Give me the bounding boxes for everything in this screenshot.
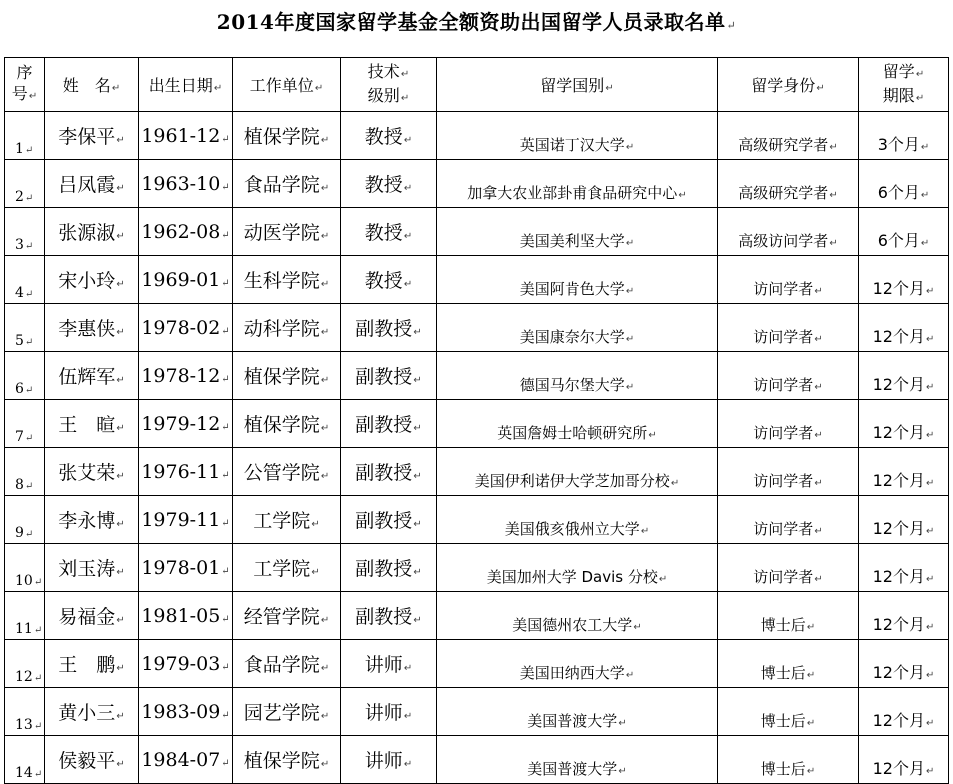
table-row [5,256,949,304]
cell-birth: 1969-01↵ [139,256,233,304]
header-status: 留学身份↵ [718,58,859,112]
cell-seq: 7↵ [5,400,45,448]
cell-birth: 1981-05↵ [139,592,233,640]
table-row [5,208,949,256]
header-destination: 留学国别↵ [437,58,718,112]
cell-seq: 9↵ [5,496,45,544]
cell-period: 12个月↵ [859,544,949,592]
cell-tech-level: 讲师↵ [341,688,437,736]
cell-tech-level: 教授↵ [341,208,437,256]
cell-period: 3个月↵ [859,112,949,160]
cell-name: 宋小玲↵ [45,256,139,304]
table-row [5,544,949,592]
table-header-row [5,58,949,112]
cell-tech-level: 讲师↵ [341,640,437,688]
cell-destination: 美国美利坚大学↵ [437,208,718,256]
cell-period: 12个月↵ [859,592,949,640]
paragraph-mark-icon: ↵ [726,19,737,32]
cell-birth: 1976-11↵ [139,448,233,496]
cell-name: 伍辉军↵ [45,352,139,400]
cell-unit: 工学院↵ [233,496,341,544]
page-title-text: 2014年度国家留学基金全额资助出国留学人员录取名单 [216,10,726,34]
cell-birth: 1978-12↵ [139,352,233,400]
cell-destination: 美国普渡大学↵ [437,736,718,784]
table-row [5,736,949,784]
cell-unit: 食品学院↵ [233,160,341,208]
cell-destination: 美国普渡大学↵ [437,688,718,736]
cell-status: 访问学者↵ [718,304,859,352]
cell-unit: 动医学院↵ [233,208,341,256]
cell-birth: 1963-10↵ [139,160,233,208]
cell-period: 6个月↵ [859,208,949,256]
cell-status: 访问学者↵ [718,352,859,400]
cell-tech-level: 讲师↵ [341,736,437,784]
cell-birth: 1984-07↵ [139,736,233,784]
table-row [5,496,949,544]
cell-period: 12个月↵ [859,736,949,784]
cell-seq: 13↵ [5,688,45,736]
cell-unit: 园艺学院↵ [233,688,341,736]
cell-seq: 8↵ [5,448,45,496]
header-name: 姓 名↵ [45,58,139,112]
cell-seq: 2↵ [5,160,45,208]
table-row [5,688,949,736]
cell-period: 12个月↵ [859,256,949,304]
cell-name: 易福金↵ [45,592,139,640]
cell-name: 张源淑↵ [45,208,139,256]
cell-period: 12个月↵ [859,688,949,736]
table-row [5,592,949,640]
table-row [5,640,949,688]
cell-name: 吕凤霞↵ [45,160,139,208]
cell-name: 李保平↵ [45,112,139,160]
cell-status: 访问学者↵ [718,496,859,544]
cell-period: 6个月↵ [859,160,949,208]
cell-birth: 1978-01↵ [139,544,233,592]
cell-period: 12个月↵ [859,304,949,352]
table-row [5,304,949,352]
admission-table [4,57,949,784]
cell-tech-level: 教授↵ [341,112,437,160]
cell-status: 访问学者↵ [718,400,859,448]
cell-tech-level: 副教授↵ [341,304,437,352]
header-tech-level: 技术↵ 级别↵ [341,58,437,112]
cell-birth: 1979-12↵ [139,400,233,448]
table-row [5,448,949,496]
cell-name: 王 暄↵ [45,400,139,448]
table-row [5,400,949,448]
cell-unit: 食品学院↵ [233,640,341,688]
cell-status: 访问学者↵ [718,256,859,304]
cell-seq: 5↵ [5,304,45,352]
cell-destination: 美国阿肯色大学↵ [437,256,718,304]
cell-destination: 英国詹姆士哈顿研究所↵ [437,400,718,448]
cell-name: 黄小三↵ [45,688,139,736]
cell-seq: 4↵ [5,256,45,304]
cell-status: 访问学者↵ [718,448,859,496]
table-row [5,352,949,400]
cell-name: 李永博↵ [45,496,139,544]
cell-birth: 1983-09↵ [139,688,233,736]
cell-unit: 植保学院↵ [233,400,341,448]
cell-name: 张艾荣↵ [45,448,139,496]
cell-period: 12个月↵ [859,352,949,400]
cell-tech-level: 教授↵ [341,256,437,304]
cell-seq: 10↵ [5,544,45,592]
table-row [5,112,949,160]
page-title [0,6,953,35]
cell-tech-level: 副教授↵ [341,400,437,448]
cell-unit: 工学院↵ [233,544,341,592]
cell-birth: 1979-11↵ [139,496,233,544]
cell-destination: 美国田纳西大学↵ [437,640,718,688]
cell-tech-level: 副教授↵ [341,496,437,544]
cell-birth: 1962-08↵ [139,208,233,256]
cell-unit: 植保学院↵ [233,112,341,160]
cell-seq: 12↵ [5,640,45,688]
cell-period: 12个月↵ [859,640,949,688]
cell-period: 12个月↵ [859,448,949,496]
cell-unit: 植保学院↵ [233,736,341,784]
cell-status: 高级研究学者↵ [718,112,859,160]
table-body [5,112,949,784]
cell-tech-level: 副教授↵ [341,544,437,592]
cell-tech-level: 副教授↵ [341,448,437,496]
cell-unit: 动科学院↵ [233,304,341,352]
header-unit: 工作单位↵ [233,58,341,112]
cell-tech-level: 副教授↵ [341,592,437,640]
table-row [5,160,949,208]
cell-status: 访问学者↵ [718,544,859,592]
cell-name: 侯毅平↵ [45,736,139,784]
cell-birth: 1979-03↵ [139,640,233,688]
cell-destination: 美国俄亥俄州立大学↵ [437,496,718,544]
cell-seq: 1↵ [5,112,45,160]
cell-destination: 德国马尔堡大学↵ [437,352,718,400]
cell-destination: 美国德州农工大学↵ [437,592,718,640]
cell-unit: 经管学院↵ [233,592,341,640]
cell-birth: 1961-12↵ [139,112,233,160]
cell-name: 刘玉涛↵ [45,544,139,592]
cell-unit: 公管学院↵ [233,448,341,496]
cell-status: 博士后↵ [718,688,859,736]
cell-unit: 生科学院↵ [233,256,341,304]
cell-seq: 6↵ [5,352,45,400]
header-seq: 序 号↵ [5,58,45,112]
cell-status: 高级访问学者↵ [718,208,859,256]
cell-destination: 美国伊利诺伊大学芝加哥分校↵ [437,448,718,496]
cell-tech-level: 教授↵ [341,160,437,208]
cell-tech-level: 副教授↵ [341,352,437,400]
cell-status: 高级研究学者↵ [718,160,859,208]
cell-seq: 3↵ [5,208,45,256]
cell-destination: 加拿大农业部卦甫食品研究中心↵ [437,160,718,208]
cell-unit: 植保学院↵ [233,352,341,400]
cell-name: 王 鹏↵ [45,640,139,688]
cell-name: 李惠侠↵ [45,304,139,352]
cell-status: 博士后↵ [718,592,859,640]
cell-seq: 11↵ [5,592,45,640]
cell-status: 博士后↵ [718,640,859,688]
cell-birth: 1978-02↵ [139,304,233,352]
cell-destination: 英国诺丁汉大学↵ [437,112,718,160]
header-birth: 出生日期↵ [139,58,233,112]
cell-destination: 美国康奈尔大学↵ [437,304,718,352]
cell-destination: 美国加州大学 Davis 分校↵ [437,544,718,592]
header-period: 留学↵ 期限↵ [859,58,949,112]
cell-period: 12个月↵ [859,400,949,448]
cell-period: 12个月↵ [859,496,949,544]
cell-seq: 14↵ [5,736,45,784]
cell-status: 博士后↵ [718,736,859,784]
